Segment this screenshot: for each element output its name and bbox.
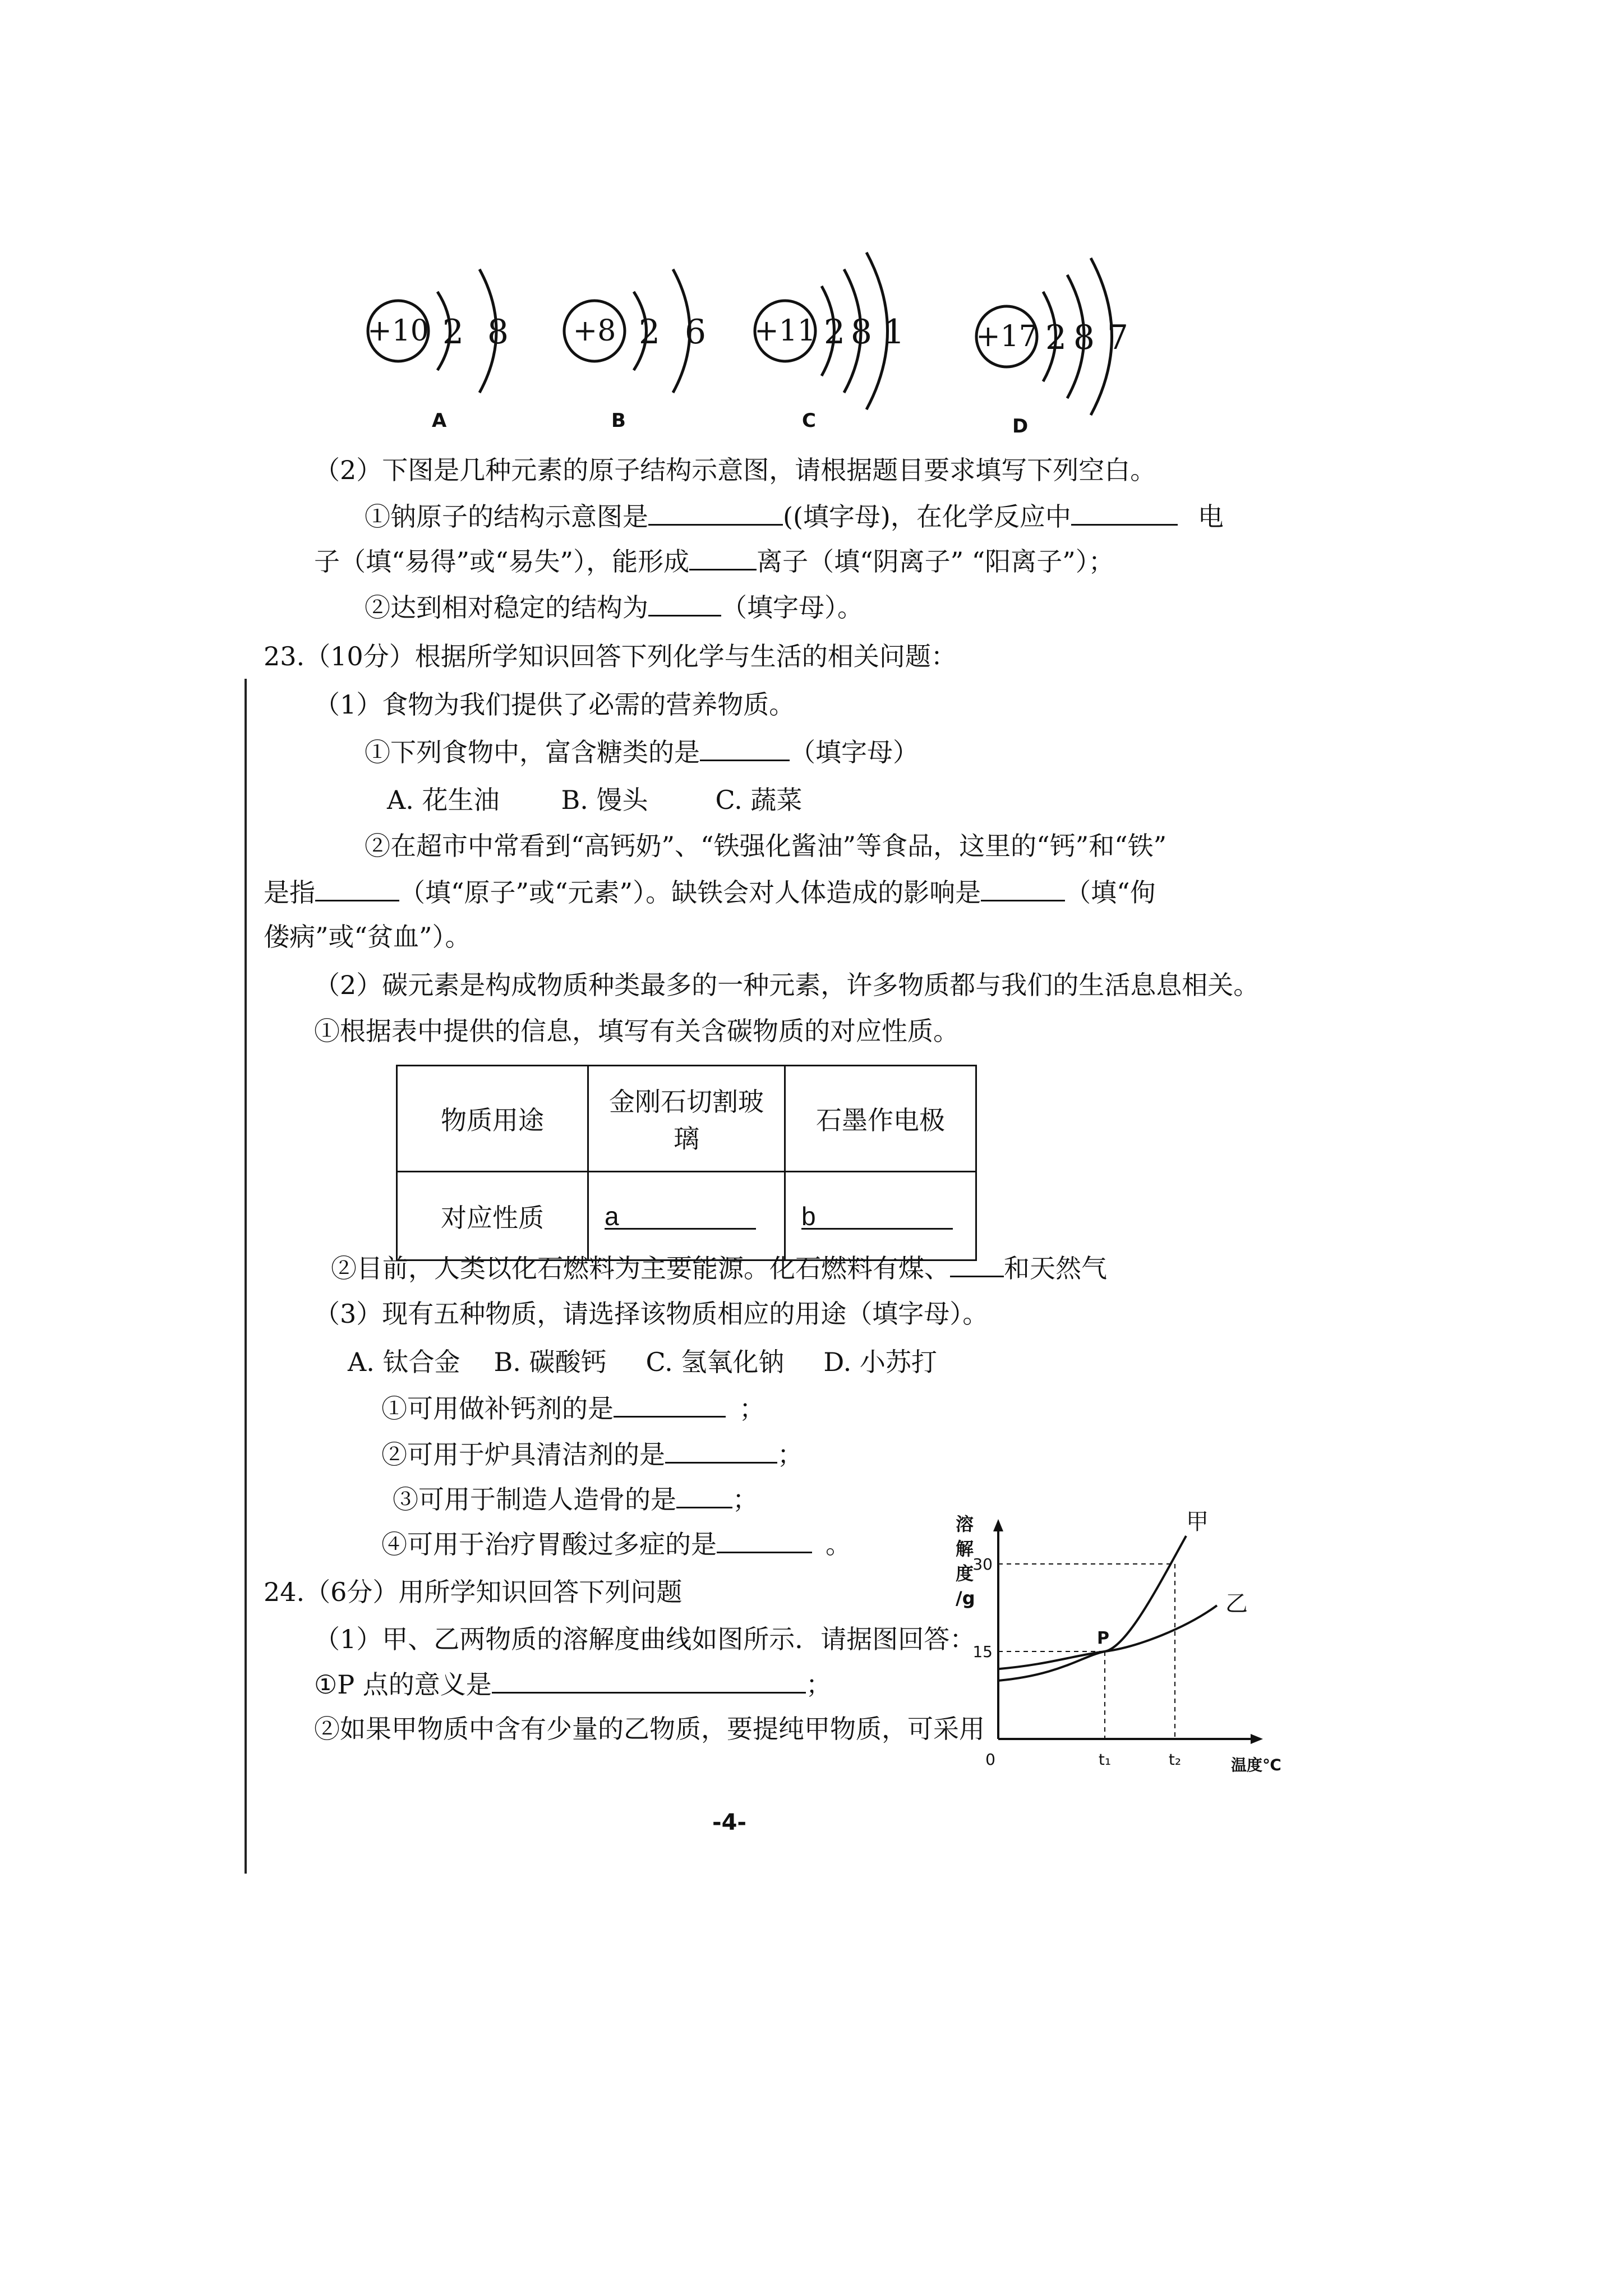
q23-part3-sub2 (381, 1437, 803, 1471)
series-label: 甲 (1186, 1509, 1209, 1535)
q23-fuel-text-a: ②目前，人类以化石燃料为主要能源。化石燃料有煤、 (331, 1253, 950, 1283)
shell-electrons: 1 (883, 312, 905, 352)
nucleus-charge: +10 (367, 314, 429, 348)
answer-blank-a[interactable] (605, 1201, 756, 1230)
q23-fuel-text-b: 和天然气 (1004, 1253, 1107, 1283)
shell-electrons: 8 (850, 312, 873, 352)
q23-title: 23.（10分）根据所学知识回答下列化学与生活的相关问题： (264, 641, 957, 671)
q23-use1-end: ； (739, 1393, 765, 1424)
x-axis-arrow (1251, 1734, 1263, 1744)
blank-label-b: b (801, 1201, 816, 1231)
option-b: B. 馒头 (561, 785, 648, 815)
q22-sub2-line (365, 590, 863, 624)
answer-blank-calcium-supplement[interactable] (614, 1391, 726, 1418)
q23-part2: （2）碳元素是构成物质种类最多的一种元素，许多物质都与我们的生活息息相关。 (314, 970, 1260, 1000)
y-axis-arrow (993, 1519, 1003, 1531)
x-axis-label: 温度℃ (1231, 1756, 1281, 1774)
answer-blank-na-diagram[interactable] (648, 499, 783, 526)
diamond-use-line1: 金刚石切割玻 (609, 1087, 764, 1117)
y-axis-label-char: /g (956, 1588, 975, 1609)
answer-blank-iron-deficiency[interactable] (981, 875, 1065, 901)
nucleus-charge: +11 (754, 314, 816, 348)
carbon-properties-table (396, 1065, 977, 1261)
option-b: B. 碳酸钙 (494, 1347, 607, 1377)
atom-label: B (611, 409, 626, 432)
q23-use3-end: ； (732, 1484, 758, 1515)
option-d: D. 小苏打 (823, 1347, 937, 1377)
atom-label: D (1012, 415, 1029, 438)
q23-sub2-text-d: （填“佝 (1065, 877, 1156, 908)
q23-sub1-text-b: （填字母） (790, 737, 919, 767)
solubility-chart (953, 1509, 1281, 1774)
y-tick-label: 30 (972, 1555, 993, 1573)
table-cell-b (785, 1172, 976, 1260)
q23-part1: （1）食物为我们提供了必需的营养物质。 (314, 689, 795, 720)
table-label-property: 对应性质 (397, 1172, 588, 1260)
nucleus-charge: +8 (573, 314, 616, 348)
table-row (397, 1066, 976, 1172)
y-axis-label-char: 溶 (956, 1513, 974, 1535)
answer-blank-carbohydrate-food[interactable] (700, 735, 790, 761)
table-header-diamond (588, 1066, 785, 1172)
answer-blank-ion-type[interactable] (689, 544, 757, 570)
shell-electrons: 2 (442, 312, 464, 352)
q24-sub1-end: ； (805, 1669, 832, 1700)
q24-part1-sub2: ②如果甲物质中含有少量的乙物质，要提纯甲物质，可采用 (314, 1714, 985, 1744)
q23-sub2-text-c: （填“原子”或“元素”）。缺铁会对人体造成的影响是 (399, 877, 981, 908)
answer-blank-point-p-meaning[interactable] (492, 1667, 806, 1694)
series-curve-jia (998, 1536, 1186, 1681)
shell-electrons: 2 (638, 312, 661, 352)
x-tick-label: 0 (985, 1750, 995, 1769)
q24-title: 24.（6分）用所学知识回答下列问题 (264, 1577, 683, 1607)
q22-sub1-text-e: 离子（填“阴离子” “阳离子”）； (757, 546, 1114, 577)
q23-part1-sub2-line1: ②在超市中常看到“高钙奶”、“铁强化酱油”等食品，这里的“钙”和“铁” (365, 831, 1167, 861)
q23-use2-text: ②可用于炉具清洁剂的是 (381, 1439, 665, 1470)
table-cell-a (588, 1172, 785, 1260)
q23-options-row (387, 783, 802, 817)
answer-blank-b[interactable] (801, 1201, 953, 1230)
answer-blank-stable-structure[interactable] (648, 590, 721, 616)
y-axis-label-char: 解 (956, 1538, 974, 1559)
table-header-use: 物质用途 (397, 1066, 588, 1172)
shell-electrons: 6 (684, 312, 707, 352)
atom-diagram-d (973, 269, 1265, 454)
q23-use4-end: 。 (826, 1529, 851, 1559)
q22-sub1-text-b: ((填字母)，在化学反应中 (783, 501, 1071, 532)
x-tick-label: t₂ (1168, 1750, 1182, 1769)
q23-use3-text: ③可用于制造人造骨的是 (393, 1484, 676, 1515)
answer-blank-electron-gain-loss[interactable] (1071, 499, 1178, 526)
option-c: C. 氢氧化钠 (645, 1347, 785, 1377)
series-label: 乙 (1225, 1591, 1248, 1617)
answer-blank-atom-or-element[interactable] (315, 875, 399, 901)
option-a: A. 钛合金 (348, 1347, 460, 1377)
q23-part1-sub1 (365, 735, 919, 769)
q22-sub2-text-a: ②达到相对稳定的结构为 (365, 592, 648, 623)
shell-electrons: 8 (487, 312, 509, 352)
option-c: C. 蔬菜 (715, 785, 803, 815)
q22-sub1-line1 (365, 499, 1224, 533)
blank-label-a: a (605, 1201, 619, 1231)
q22-sub1-text-a: ①钠原子的结构示意图是 (365, 501, 648, 532)
option-a: A. 花生油 (387, 785, 500, 815)
q22-sub1-text-c: 电 (1197, 501, 1224, 532)
answer-blank-fossil-fuel[interactable] (950, 1251, 1004, 1277)
q23-use4-text: ④可用于治疗胃酸过多症的是 (381, 1529, 717, 1559)
q23-part3-sub4 (381, 1527, 851, 1561)
shell-electrons: 7 (1106, 318, 1129, 357)
page-number: -4- (712, 1810, 747, 1835)
q22-sub1-text-d: 子（填“易得”或“易失”），能形成 (314, 546, 690, 577)
y-tick-label: 15 (972, 1642, 993, 1661)
q23-part3: （3）现有五种物质，请选择该物质相应的用途（填字母）。 (314, 1299, 989, 1329)
q22-sub2-text-b: （填字母）。 (721, 592, 863, 623)
q24-part1: （1）甲、乙两物质的溶解度曲线如图所示．请据图回答： (314, 1624, 976, 1654)
q22-part2-intro: （2）下图是几种元素的原子结构示意图，请根据题目要求填写下列空白。 (314, 455, 1156, 485)
q24-part1-sub1 (314, 1667, 832, 1701)
q23-part3-sub3 (393, 1482, 758, 1516)
binding-line (245, 679, 247, 1874)
nucleus-charge: +17 (976, 320, 1038, 353)
shell-electrons: 2 (1045, 318, 1067, 357)
q23-part3-sub1 (381, 1391, 765, 1425)
q23-part1-sub2-line2 (264, 875, 1156, 909)
q23-sub1-text-a: ①下列食物中，富含糖类的是 (365, 737, 700, 767)
answer-blank-oven-cleaner[interactable] (665, 1437, 777, 1464)
q23-part1-sub2-line3: 偻病”或“贫血”）。 (264, 922, 471, 952)
q22-sub1-line2 (314, 544, 1114, 578)
x-tick-label: t₁ (1098, 1750, 1112, 1769)
q24-sub1-text: ①P 点的意义是 (314, 1669, 492, 1700)
answer-blank-artificial-bone[interactable] (676, 1482, 732, 1508)
table-header-graphite: 石墨作电极 (785, 1066, 976, 1172)
q23-sub2-text-b: 是指 (264, 877, 315, 908)
atom-label: A (432, 409, 447, 432)
q23-part2-sub2 (331, 1251, 1107, 1285)
q23-use2-end: ； (777, 1439, 803, 1470)
point-p-label: P (1097, 1628, 1109, 1648)
y-axis-label-char: 度 (956, 1563, 974, 1584)
shell-electrons: 8 (1073, 318, 1095, 357)
shell-electrons: 2 (823, 312, 846, 352)
atom-label: C (802, 409, 816, 432)
chart-plot (998, 1509, 1248, 1739)
q23-use1-text: ①可用做补钙剂的是 (381, 1393, 614, 1424)
diamond-use-line2: 璃 (674, 1124, 699, 1154)
q23-options3-row (348, 1345, 937, 1379)
q23-part2-sub1: ①根据表中提供的信息，填写有关含碳物质的对应性质。 (314, 1016, 959, 1046)
table-row (397, 1172, 976, 1260)
answer-blank-antacid[interactable] (717, 1527, 812, 1553)
